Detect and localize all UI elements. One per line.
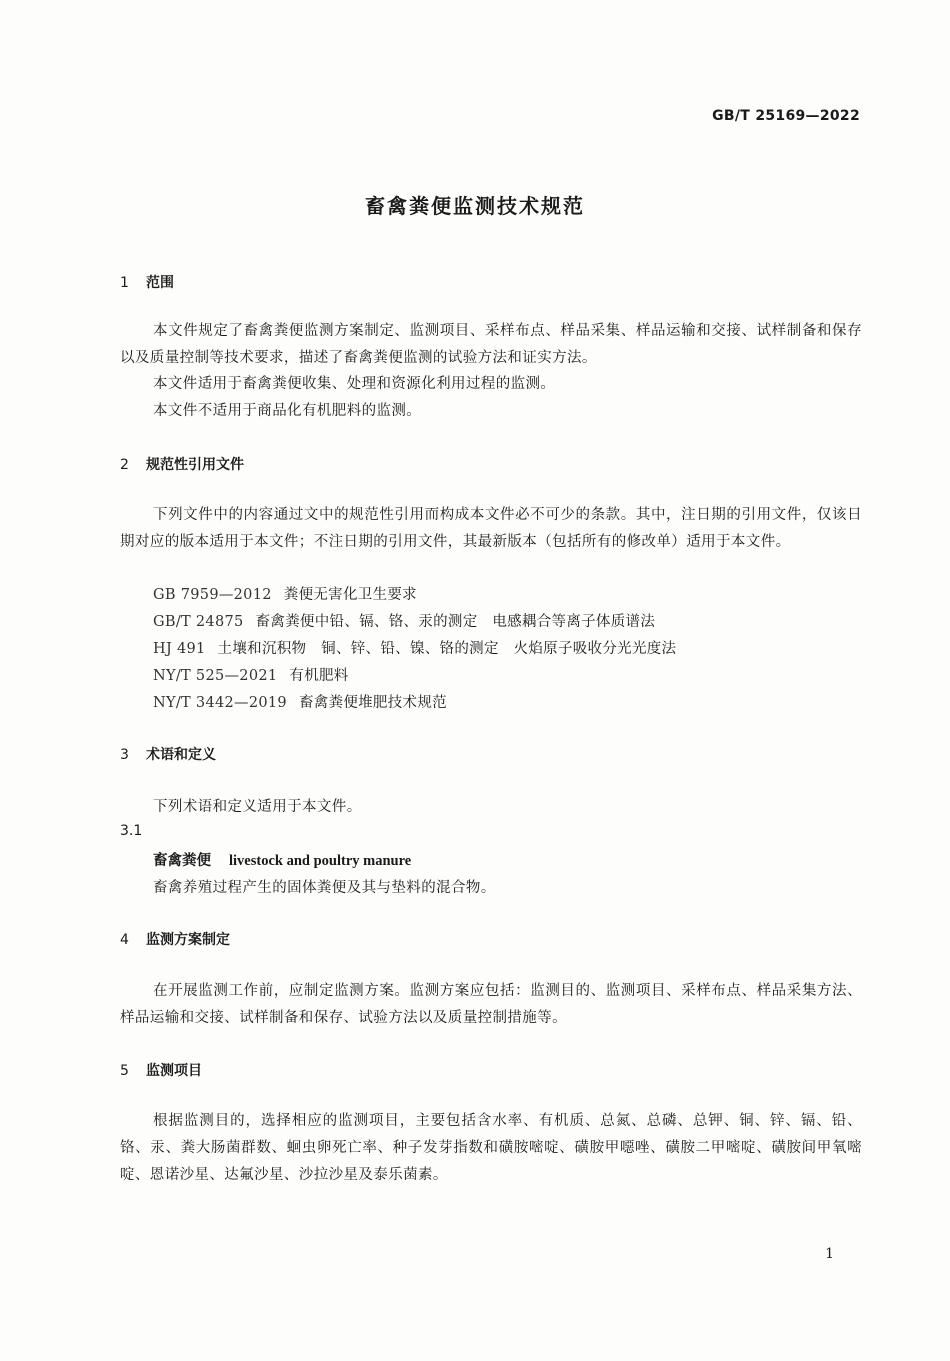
section-2-paragraph-1: 下列文件中的内容通过文中的规范性引用而构成本文件必不可少的条款。其中，注日期的引用文件，仅该日期对应的版本适用于本文件；不注日期的引用文件，其最新版本（包括所有的修改单）适用于本文件。	[120, 507, 862, 550]
reference-code: NY/T 525—2021	[153, 668, 278, 684]
section-title: 术语和定义	[146, 747, 216, 763]
term-number: 3.1	[120, 823, 143, 839]
section-title: 范围	[146, 275, 174, 291]
reference-title: 有机肥料	[289, 668, 349, 684]
section-1-paragraph-1: 本文件规定了畜禽粪便监测方案制定、监测项目、采样布点、样品采集、样品运输和交接、试样制备和保存以及质量控制等技术要求，描述了畜禽粪便监测的试验方法和证实方法。	[120, 323, 862, 366]
reference-item	[153, 691, 447, 712]
reference-item	[153, 610, 655, 631]
page-number: 1	[825, 1246, 834, 1262]
reference-item	[153, 664, 349, 685]
section-number: 1	[120, 275, 129, 291]
section-4-heading	[120, 929, 230, 949]
section-5-paragraph-1: 根据监测目的，选择相应的监测项目，主要包括含水率、有机质、总氮、总磷、总钾、铜、锌、镉、铅、铬、汞、粪大肠菌群数、蛔虫卵死亡率、种子发芽指数和磺胺嘧啶、磺胺甲噁唑、磺胺二甲嘧啶、磺胺间甲氧嘧啶、恩诺沙星、达氟沙星、沙拉沙星及泰乐菌素。	[120, 1113, 862, 1183]
section-3-heading	[120, 744, 216, 764]
reference-code: GB 7959—2012	[153, 587, 272, 603]
reference-code: GB/T 24875	[153, 614, 244, 630]
section-number: 4	[120, 932, 129, 948]
section-3-paragraph-1: 下列术语和定义适用于本文件。	[153, 799, 362, 815]
section-number: 5	[120, 1063, 129, 1079]
term-chinese: 畜禽粪便	[153, 853, 211, 869]
section-title: 监测方案制定	[146, 932, 230, 948]
section-number: 3	[120, 747, 129, 763]
reference-item	[153, 637, 676, 658]
section-1-paragraph-2: 本文件适用于畜禽粪便收集、处理和资源化利用过程的监测。	[153, 376, 556, 392]
term-english: livestock and poultry manure	[229, 853, 412, 869]
section-1-heading	[120, 272, 174, 292]
reference-title: 畜禽粪便中铅、镉、铬、汞的测定 电感耦合等离子体质谱法	[255, 614, 656, 630]
document-title: 畜禽粪便监测技术规范	[365, 194, 585, 218]
section-number: 2	[120, 457, 129, 473]
section-2-heading	[120, 454, 244, 474]
reference-title: 畜禽粪便堆肥技术规范	[298, 695, 447, 711]
reference-code: NY/T 3442—2019	[153, 695, 287, 711]
reference-item	[153, 583, 417, 604]
reference-code: HJ 491	[153, 641, 206, 657]
standard-number: GB/T 25169—2022	[712, 108, 860, 124]
section-5-heading	[120, 1060, 202, 1080]
section-title: 规范性引用文件	[146, 457, 244, 473]
term-definition: 畜禽养殖过程产生的固体粪便及其与垫料的混合物。	[153, 880, 496, 896]
section-1-paragraph-3: 本文件不适用于商品化有机肥料的监测。	[153, 403, 422, 419]
section-4-paragraph-1: 在开展监测工作前，应制定监测方案。监测方案应包括：监测目的、监测项目、采样布点、样品采集方法、样品运输和交接、试样制备和保存、试验方法以及质量控制措施等。	[120, 983, 862, 1026]
reference-title: 粪便无害化卫生要求	[283, 587, 417, 603]
reference-title: 土壤和沉积物 铜、锌、铅、镍、铬的测定 火焰原子吸收分光光度法	[217, 641, 677, 657]
term-entry	[153, 849, 411, 870]
section-title: 监测项目	[146, 1063, 202, 1079]
